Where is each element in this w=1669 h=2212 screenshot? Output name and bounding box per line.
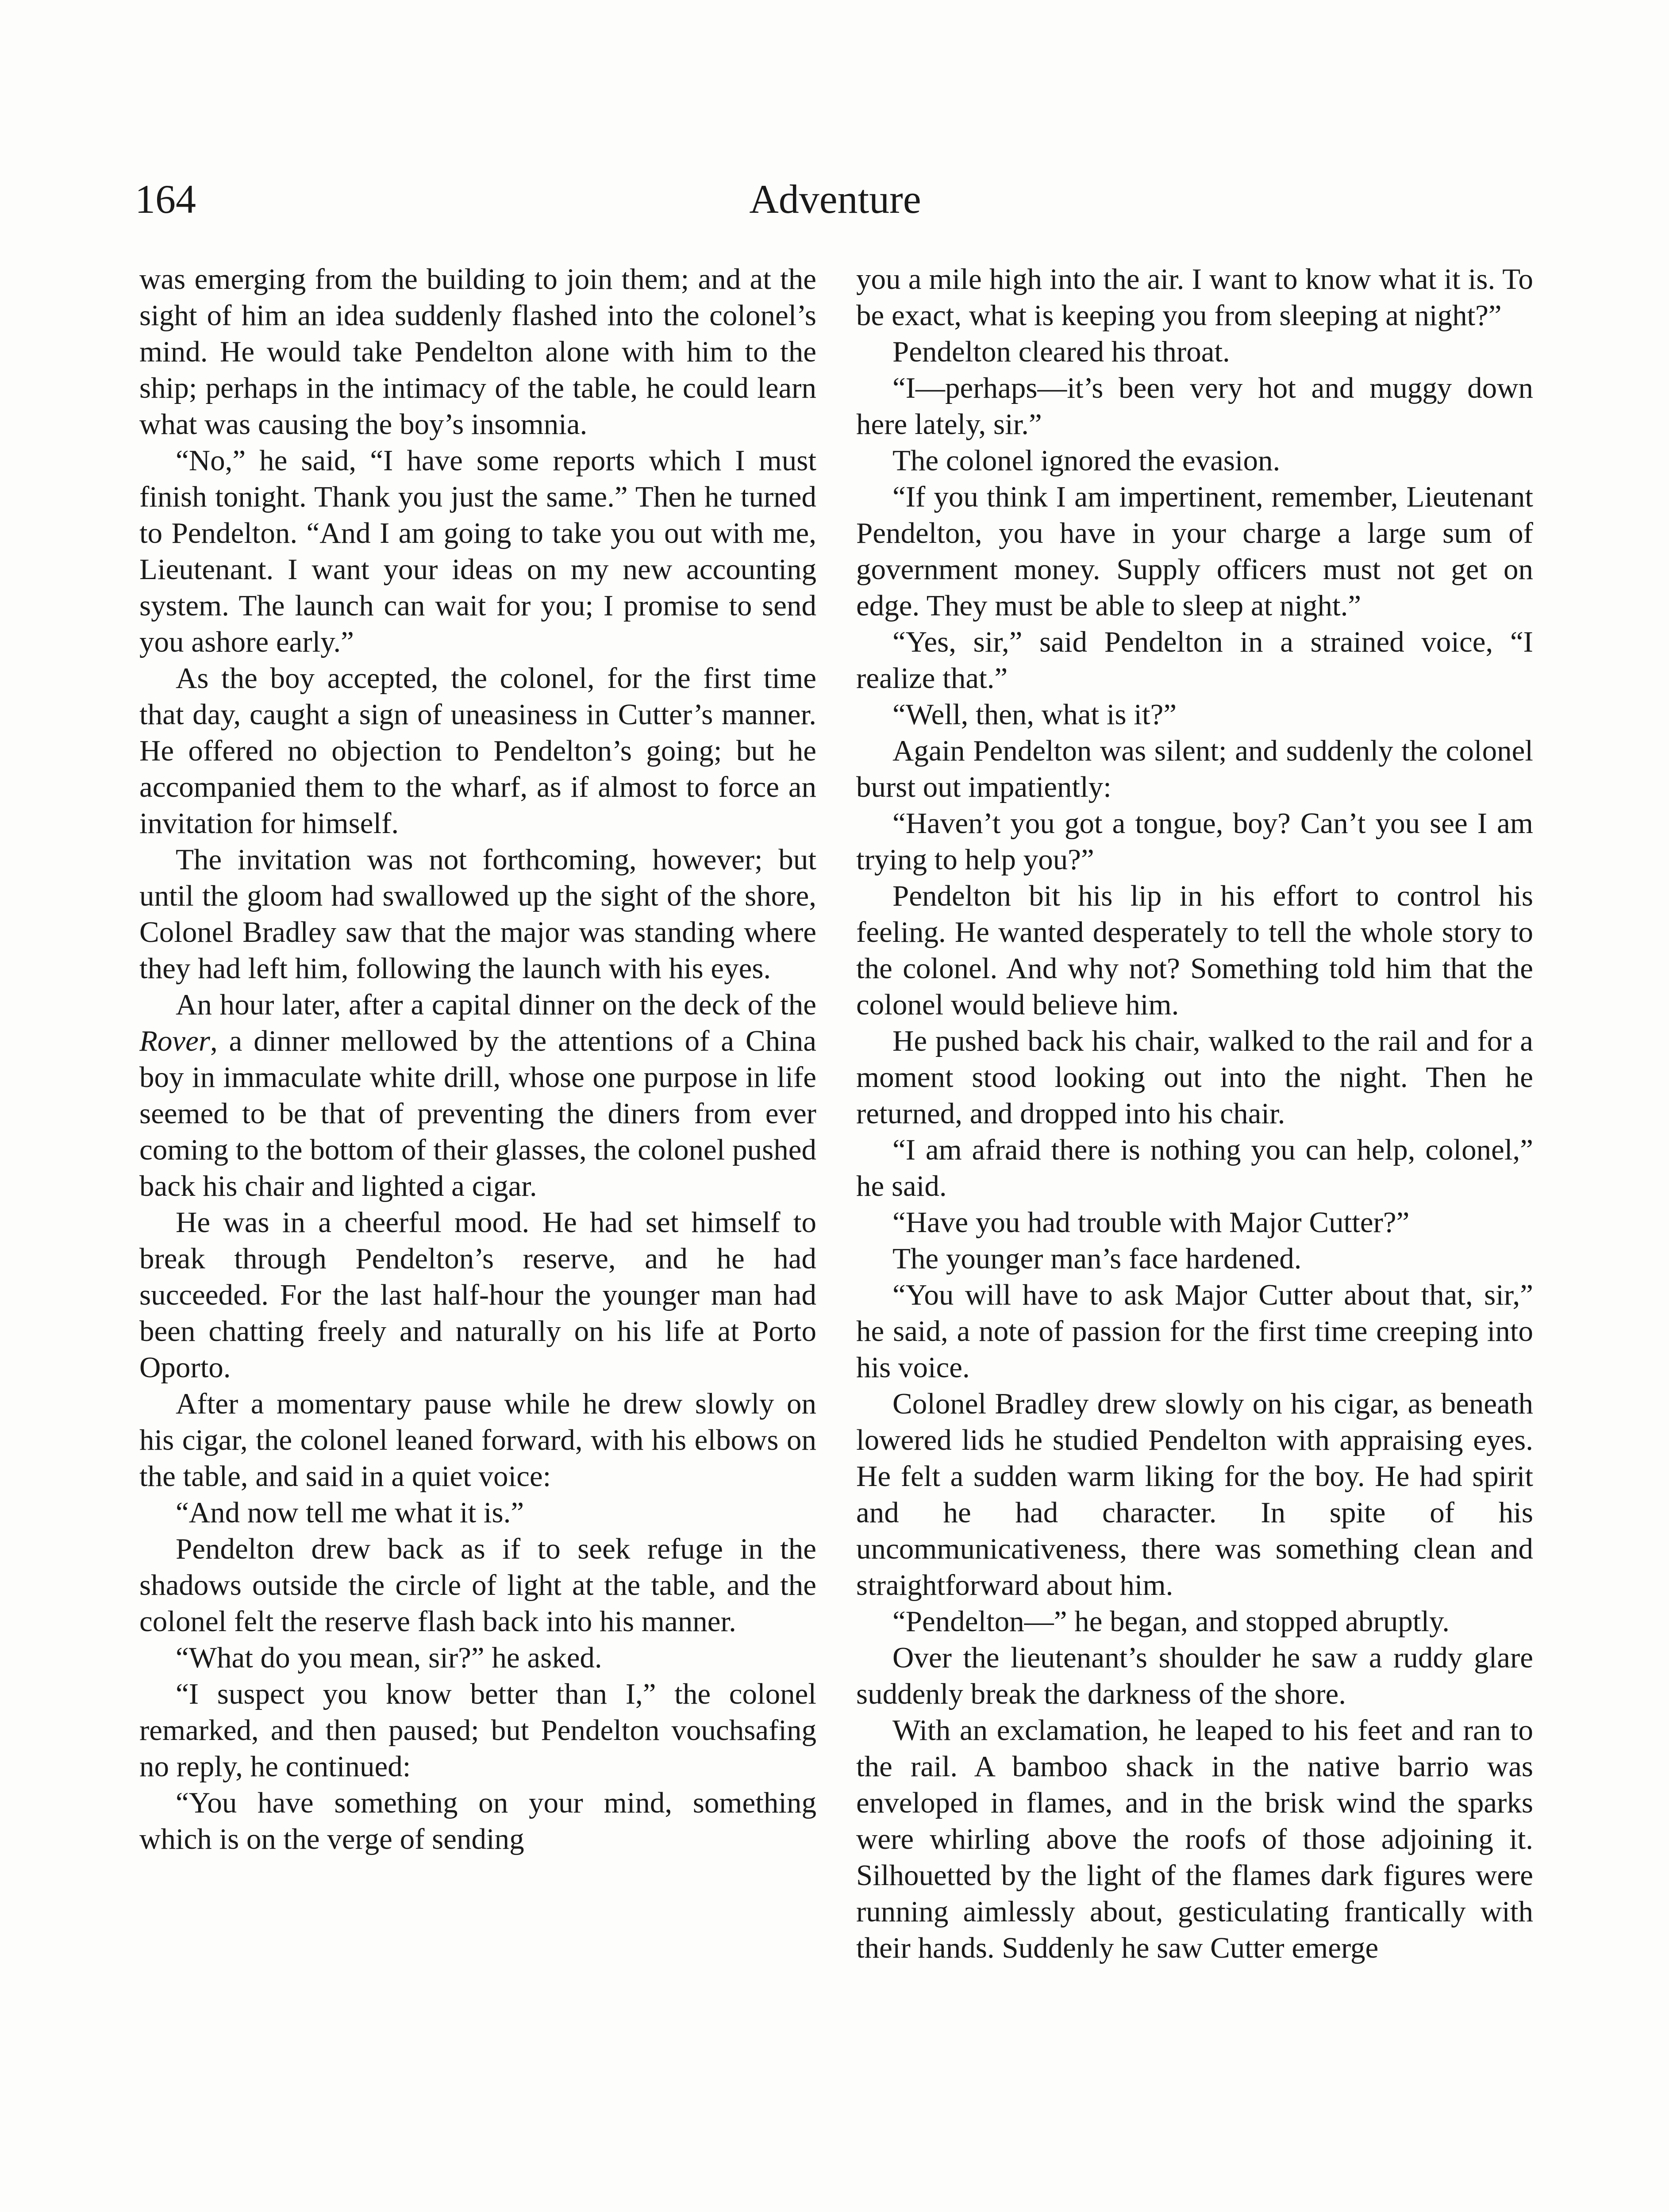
page-header — [135, 168, 1535, 230]
paragraph: After a momentary pause while he drew slowly on his cigar, the colonel leaned forward, with his elbows on the table, and said in a quiet voice: — [139, 1387, 816, 1493]
paragraph: “Well, then, what is it?” — [892, 698, 1177, 731]
paragraph: “What do you mean, sir?” he asked. — [176, 1641, 602, 1674]
paragraph: you a mile high into the air. I want to know what it is. To be exact, what is keeping you from sleeping at night?” — [856, 263, 1533, 332]
running-title: Adventure — [749, 177, 921, 222]
paragraph: He pushed back his chair, walked to the rail and for a moment stood looking out into the night. Then he returned, and dropped into his chair. — [856, 1025, 1533, 1130]
paragraph: Again Pendelton was silent; and suddenly the colonel burst out impatiently: — [856, 734, 1533, 803]
paragraph: Pendelton bit his lip in his effort to control his feeling. He wanted desperately to tell the whole story to the colonel. And why not? Something told him that the colonel would believe him. — [856, 879, 1533, 1021]
paragraph: The invitation was not forthcoming, however; but until the gloom had swallowed up the sight of the shore, Colonel Bradley saw that the major was standing where they had left him, following the launch with his eyes. — [139, 843, 816, 985]
paragraph: “No,” he said, “I have some reports which I must finish tonight. Thank you just the same.” Then he turned to Pendelton. “And I am going to take you out with me, Lieutenant. I want your ideas on my new accounting system. The launch can wait for you; I promise to send you ashore early.” — [139, 444, 816, 658]
paragraph: With an exclamation, he leaped to his feet and ran to the rail. A bamboo shack in the native barrio was enveloped in flames, and in the brisk wind the sparks were whirling above the roofs of those adjoining it. Silhouetted by the light of the flames dark figures were running aimlessly about, gesticulating frantically with their hands. Suddenly he saw Cutter emerge — [856, 1714, 1533, 1964]
paragraph: The colonel ignored the evasion. — [892, 444, 1281, 477]
paragraph: Pendelton cleared his throat. — [892, 335, 1230, 368]
page-number: 164 — [135, 177, 196, 222]
paragraph: Pendelton drew back as if to seek refuge in the shadows outside the circle of light at the table, and the colonel felt the reserve flash back into his manner. — [139, 1532, 816, 1638]
paragraph: “Pendelton—” he began, and stopped abruptly. — [892, 1605, 1450, 1638]
ship-name: Rover — [139, 1025, 210, 1057]
paragraph: Colonel Bradley drew slowly on his cigar, as beneath lowered lids he studied Pendelton with appraising eyes. He felt a sudden warm liking for the boy. He had spirit and he had character. In spite of his uncommunicativeness, there was something clean and straightforward about him. — [856, 1387, 1533, 1601]
paragraph-text: , a dinner mellowed by the attentions of a China boy in immaculate white drill, whose one purpose in life seemed to be that of preventing the diners from ever coming to the bottom of their glasses, the colonel pushed back his chair and lighted a cigar. — [139, 1025, 816, 1202]
paragraph: “You have something on your mind, something which is on the verge of sending — [139, 1786, 816, 1855]
paragraph: Over the lieutenant’s shoulder he saw a ruddy glare suddenly break the darkness of the shore. — [856, 1641, 1533, 1710]
paragraph: “Haven’t you got a tongue, boy? Can’t you see I am trying to help you?” — [856, 807, 1533, 876]
paragraph: “If you think I am impertinent, remember, Lieutenant Pendelton, you have in your charge a large sum of government money. Supply officers must not get on edge. They must be able to sleep at night.” — [856, 480, 1533, 622]
paragraph: “I—perhaps—it’s been very hot and muggy down here lately, sir.” — [856, 372, 1533, 441]
paragraph: “Yes, sir,” said Pendelton in a strained voice, “I realize that.” — [856, 626, 1533, 695]
paragraph: “I am afraid there is nothing you can help, colonel,” he said. — [856, 1133, 1533, 1202]
text-column-left — [139, 261, 816, 2212]
paragraph: “You will have to ask Major Cutter about that, sir,” he said, a note of passion for the first time creeping into his voice. — [856, 1279, 1533, 1384]
paragraph: As the boy accepted, the colonel, for the first time that day, caught a sign of uneasiness in Cutter’s manner. He offered no objection to Pendelton’s going; but he accompanied them to the wharf, as if almost to force an invitation for himself. — [139, 662, 816, 840]
paragraph: was emerging from the building to join them; and at the sight of him an idea suddenly flashed into the colonel’s mind. He would take Pendelton alone with him to the ship; perhaps in the intimacy of the table, he could learn what was causing the boy’s insomnia. — [139, 263, 816, 441]
paragraph: He was in a cheerful mood. He had set himself to break through Pendelton’s reserve, and he had succeeded. For the last half-hour the younger man had been chatting freely and naturally on his life at Porto Oporto. — [139, 1206, 816, 1384]
text-column-right — [856, 261, 1533, 2212]
paragraph-text: An hour later, after a capital dinner on the deck of the — [176, 988, 816, 1021]
paragraph: The younger man’s face hardened. — [892, 1242, 1302, 1275]
paragraph: “I suspect you know better than I,” the colonel remarked, and then paused; but Pendelton vouchsafing no reply, he continued: — [139, 1678, 816, 1783]
paragraph: “And now tell me what it is.” — [176, 1496, 524, 1529]
paragraph — [139, 987, 816, 1204]
paragraph: “Have you had trouble with Major Cutter?” — [892, 1206, 1410, 1239]
